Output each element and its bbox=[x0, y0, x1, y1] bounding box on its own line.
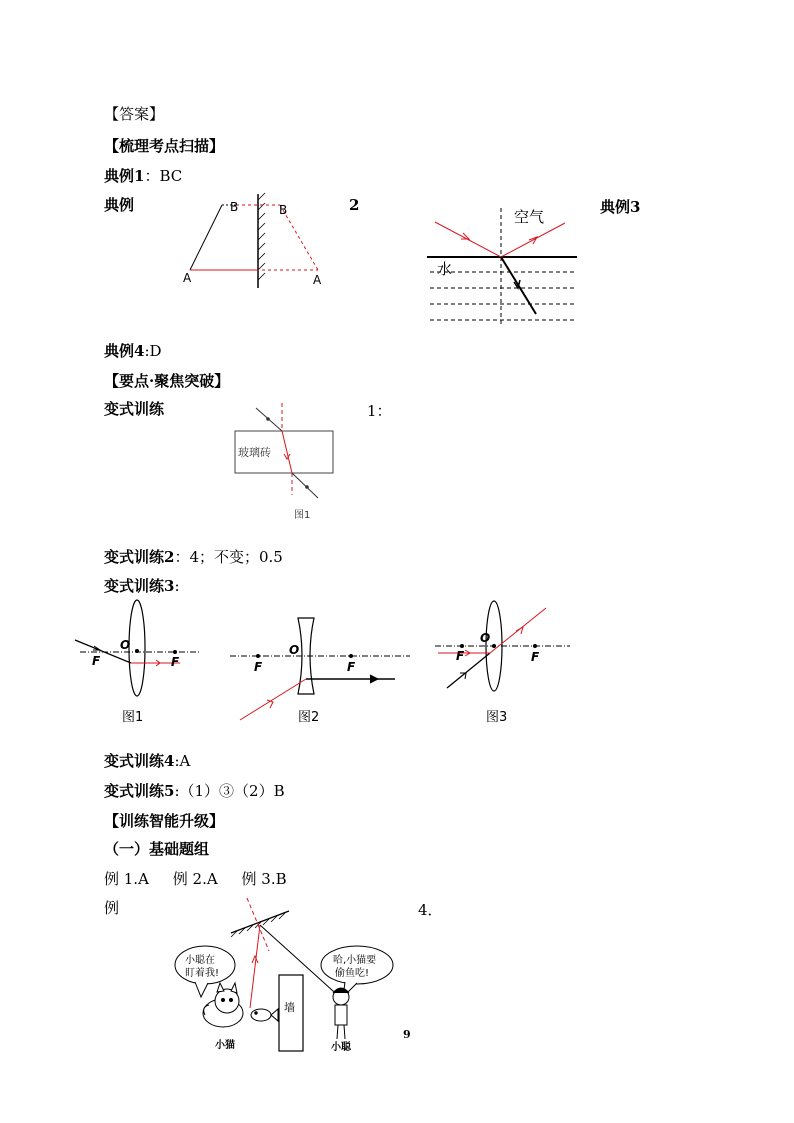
example-1-label: 典例1 bbox=[104, 167, 145, 185]
variant-4-answer bbox=[104, 752, 190, 770]
variant-1-label: 变式训练 bbox=[104, 400, 165, 418]
example-3-label: 典例3 bbox=[600, 198, 641, 216]
variant-4-label: 变式训练4 bbox=[104, 752, 175, 770]
variant-2-answer bbox=[104, 548, 283, 566]
example-4b-number: 4． bbox=[418, 901, 443, 919]
air-label: 空气 bbox=[514, 208, 545, 226]
water-label: 水 bbox=[437, 260, 453, 278]
page-number: 9 bbox=[403, 1028, 411, 1041]
variant-5-answer bbox=[104, 782, 285, 800]
cat-mirror-figure bbox=[165, 893, 415, 1058]
example-4-label: 典例4 bbox=[104, 342, 145, 360]
mirror-label-b-object: B bbox=[230, 200, 239, 214]
cat-drawing bbox=[203, 983, 243, 1027]
lens2-o-label: O bbox=[289, 643, 300, 657]
lens2-f-right: F bbox=[347, 660, 356, 674]
bubble-right-line2: 偷鱼吃! bbox=[335, 968, 370, 979]
lens1-f-left: F bbox=[92, 654, 101, 668]
lens-figures bbox=[70, 598, 595, 726]
example-2-number: 2 bbox=[349, 196, 360, 214]
variant-3-value: : bbox=[174, 577, 180, 595]
lens3-o-label: O bbox=[480, 631, 491, 645]
bubble-left-line2: 盯着我! bbox=[185, 968, 220, 979]
basic-group-heading: （一）基础题组 bbox=[104, 840, 210, 858]
section-review-heading: 【梳理考点扫描】 bbox=[104, 137, 225, 155]
mirror-label-a-image: A bbox=[313, 273, 322, 287]
bubble-right-line1: 哈,小猫要 bbox=[333, 955, 377, 966]
example-1-answer bbox=[104, 167, 182, 185]
refraction-water-figure bbox=[425, 200, 580, 330]
boy-name-label: 小聪 bbox=[331, 1042, 351, 1053]
variant-2-value: ：4；不变；0.5 bbox=[174, 548, 283, 566]
glass-brick-figure bbox=[230, 400, 340, 525]
example-4-value: :D bbox=[144, 342, 162, 360]
variant-2-label: 变式训练2 bbox=[104, 548, 175, 566]
concave-lens-2 bbox=[230, 618, 410, 725]
convex-lens-1 bbox=[75, 600, 200, 725]
lens1-f-right: F bbox=[171, 655, 180, 669]
convex-lens-3 bbox=[435, 601, 570, 725]
lens3-f-left: F bbox=[456, 649, 465, 663]
glass-caption: 图1 bbox=[294, 510, 311, 521]
lens2-f-left: F bbox=[254, 660, 263, 674]
variant-3-answer bbox=[104, 577, 180, 595]
wall-label: 墙 bbox=[284, 1001, 295, 1014]
variant-5-value: :（1）③（2）B bbox=[174, 782, 285, 800]
glass-brick-label: 玻璃砖 bbox=[238, 446, 271, 459]
variant-3-label: 变式训练3 bbox=[104, 577, 175, 595]
mirror-label-a-object: A bbox=[183, 271, 192, 285]
lens1-o-label: O bbox=[120, 638, 131, 652]
section-training-heading: 【训练智能升级】 bbox=[104, 812, 225, 830]
variant-4-value: :A bbox=[174, 752, 191, 770]
section-focus-heading: 【要点·聚焦突破】 bbox=[104, 372, 230, 390]
variant-5-label: 变式训练5 bbox=[104, 782, 175, 800]
lens3-f-right: F bbox=[531, 650, 540, 664]
bubble-left-line1: 小聪在 bbox=[185, 955, 215, 966]
lens1-caption: 图1 bbox=[122, 710, 144, 725]
variant-1-number: 1： bbox=[367, 402, 392, 420]
cat-name-label: 小猫 bbox=[215, 1040, 235, 1051]
boy-drawing bbox=[333, 988, 349, 1039]
fish-drawing bbox=[251, 1009, 278, 1021]
basic-group-answers: 例 1.A 例 2.A 例 3.B bbox=[104, 870, 287, 888]
answer-heading: 【答案】 bbox=[104, 105, 165, 123]
example-4-answer bbox=[104, 342, 162, 360]
lens3-caption: 图3 bbox=[486, 710, 508, 725]
plane-mirror-figure bbox=[170, 190, 340, 290]
lens2-caption: 图2 bbox=[298, 710, 320, 725]
example-2-label: 典例 bbox=[104, 196, 135, 214]
example-4b-label: 例 bbox=[104, 899, 120, 917]
example-1-value: ：BC bbox=[144, 167, 183, 185]
mirror-label-b-image: B bbox=[279, 203, 288, 217]
